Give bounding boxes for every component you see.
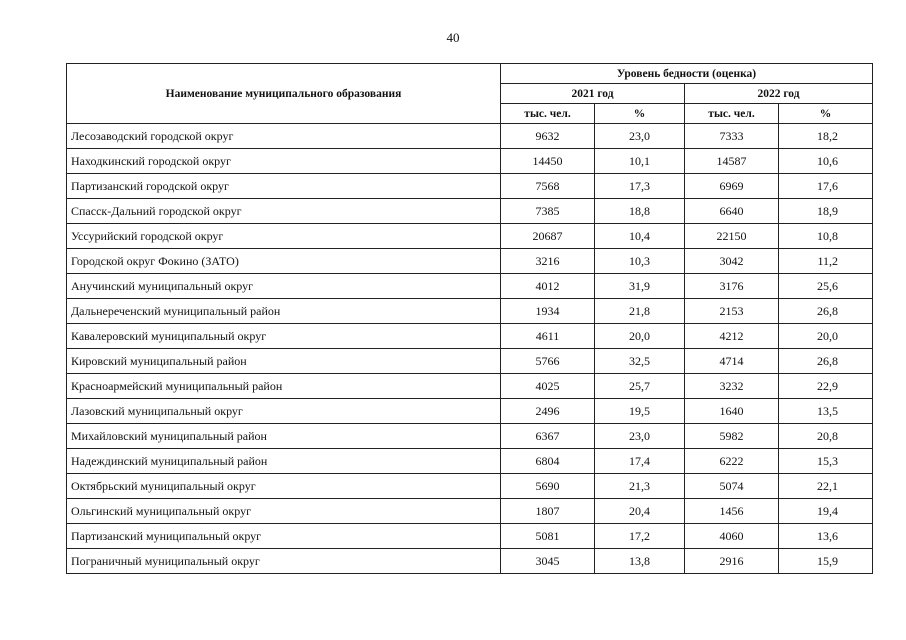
table-row (67, 149, 873, 174)
cell-2021-people: 5690 (501, 474, 595, 499)
cell-municipality-name: Пограничный муниципальный округ (67, 549, 501, 574)
cell-2021-percent: 23,0 (595, 124, 685, 149)
cell-2022-percent: 22,1 (779, 474, 873, 499)
table-row (67, 399, 873, 424)
cell-2021-people: 1807 (501, 499, 595, 524)
page-number: 40 (446, 30, 460, 45)
cell-2021-people: 5766 (501, 349, 595, 374)
cell-2022-percent: 10,6 (779, 149, 873, 174)
cell-municipality-name: Лесозаводский городской округ (67, 124, 501, 149)
cell-2022-percent: 26,8 (779, 349, 873, 374)
header-year-2022: 2022 год (685, 84, 873, 104)
cell-2021-people: 7385 (501, 199, 595, 224)
cell-2022-percent: 17,6 (779, 174, 873, 199)
cell-municipality-name: Партизанский муниципальный округ (67, 524, 501, 549)
cell-municipality-name: Уссурийский городской округ (67, 224, 501, 249)
table-row (67, 549, 873, 574)
cell-2022-people: 1456 (685, 499, 779, 524)
cell-2021-people: 6367 (501, 424, 595, 449)
cell-2021-percent: 21,3 (595, 474, 685, 499)
cell-municipality-name: Ольгинский муниципальный округ (67, 499, 501, 524)
cell-2022-percent: 25,6 (779, 274, 873, 299)
cell-municipality-name: Дальнереченский муниципальный район (67, 299, 501, 324)
cell-2022-people: 6969 (685, 174, 779, 199)
cell-2021-people: 20687 (501, 224, 595, 249)
cell-2022-people: 2153 (685, 299, 779, 324)
cell-2022-people: 7333 (685, 124, 779, 149)
cell-municipality-name: Михайловский муниципальный район (67, 424, 501, 449)
cell-2022-people: 4060 (685, 524, 779, 549)
cell-2022-people: 3232 (685, 374, 779, 399)
cell-2022-percent: 18,2 (779, 124, 873, 149)
table-row (67, 174, 873, 199)
poverty-table (66, 63, 873, 574)
table-row (67, 274, 873, 299)
cell-2022-percent: 13,5 (779, 399, 873, 424)
header-municipality-name: Наименование муниципального образования (67, 64, 501, 124)
cell-2021-people: 9632 (501, 124, 595, 149)
cell-2022-percent: 20,8 (779, 424, 873, 449)
cell-2022-people: 4212 (685, 324, 779, 349)
cell-2021-percent: 18,8 (595, 199, 685, 224)
cell-2021-percent: 10,3 (595, 249, 685, 274)
cell-municipality-name: Лазовский муниципальный округ (67, 399, 501, 424)
cell-2022-people: 6640 (685, 199, 779, 224)
cell-2022-people: 4714 (685, 349, 779, 374)
table-row (67, 449, 873, 474)
cell-municipality-name: Кировский муниципальный район (67, 349, 501, 374)
table-row (67, 124, 873, 149)
cell-2021-percent: 10,4 (595, 224, 685, 249)
cell-municipality-name: Анучинский муниципальный округ (67, 274, 501, 299)
cell-2021-people: 3045 (501, 549, 595, 574)
header-unit-percent-2021: % (595, 104, 685, 124)
table-row (67, 199, 873, 224)
cell-municipality-name: Кавалеровский муниципальный округ (67, 324, 501, 349)
header-poverty-level: Уровень бедности (оценка) (501, 64, 873, 84)
cell-2022-percent: 19,4 (779, 499, 873, 524)
cell-2021-percent: 21,8 (595, 299, 685, 324)
cell-2021-people: 6804 (501, 449, 595, 474)
cell-2022-percent: 11,2 (779, 249, 873, 274)
cell-2022-people: 3176 (685, 274, 779, 299)
header-unit-percent-2022: % (779, 104, 873, 124)
cell-2022-percent: 10,8 (779, 224, 873, 249)
cell-municipality-name: Спасск-Дальний городской округ (67, 199, 501, 224)
cell-2021-percent: 17,2 (595, 524, 685, 549)
cell-2022-percent: 13,6 (779, 524, 873, 549)
table-header (67, 64, 873, 124)
header-year-2021: 2021 год (501, 84, 685, 104)
cell-2021-people: 4611 (501, 324, 595, 349)
cell-2021-percent: 25,7 (595, 374, 685, 399)
cell-2021-people: 3216 (501, 249, 595, 274)
cell-2022-percent: 22,9 (779, 374, 873, 399)
cell-2021-percent: 20,4 (595, 499, 685, 524)
cell-municipality-name: Городской округ Фокино (ЗАТО) (67, 249, 501, 274)
cell-2021-percent: 10,1 (595, 149, 685, 174)
cell-2021-people: 4025 (501, 374, 595, 399)
cell-2021-percent: 17,4 (595, 449, 685, 474)
cell-2022-percent: 26,8 (779, 299, 873, 324)
cell-2022-percent: 15,9 (779, 549, 873, 574)
cell-2021-percent: 19,5 (595, 399, 685, 424)
cell-2022-people: 5982 (685, 424, 779, 449)
cell-municipality-name: Октябрьский муниципальный округ (67, 474, 501, 499)
table-row (67, 424, 873, 449)
table-row (67, 324, 873, 349)
cell-municipality-name: Надеждинский муниципальный район (67, 449, 501, 474)
cell-2022-people: 22150 (685, 224, 779, 249)
cell-2022-people: 14587 (685, 149, 779, 174)
cell-2022-percent: 15,3 (779, 449, 873, 474)
cell-2022-people: 5074 (685, 474, 779, 499)
cell-2021-percent: 17,3 (595, 174, 685, 199)
cell-2021-percent: 31,9 (595, 274, 685, 299)
cell-2022-people: 1640 (685, 399, 779, 424)
header-unit-people-2022: тыс. чел. (685, 104, 779, 124)
table-row (67, 499, 873, 524)
cell-2022-percent: 20,0 (779, 324, 873, 349)
cell-2021-people: 5081 (501, 524, 595, 549)
cell-2022-people: 2916 (685, 549, 779, 574)
cell-2021-people: 1934 (501, 299, 595, 324)
table-row (67, 249, 873, 274)
table-body (67, 124, 873, 574)
cell-2022-people: 3042 (685, 249, 779, 274)
cell-2021-people: 2496 (501, 399, 595, 424)
table-row (67, 474, 873, 499)
cell-2021-people: 7568 (501, 174, 595, 199)
table-row (67, 374, 873, 399)
table-row (67, 349, 873, 374)
cell-2022-people: 6222 (685, 449, 779, 474)
cell-2022-percent: 18,9 (779, 199, 873, 224)
cell-municipality-name: Красноармейский муниципальный район (67, 374, 501, 399)
cell-2021-people: 4012 (501, 274, 595, 299)
table-row (67, 524, 873, 549)
table-row (67, 224, 873, 249)
cell-2021-people: 14450 (501, 149, 595, 174)
cell-2021-percent: 20,0 (595, 324, 685, 349)
cell-municipality-name: Партизанский городской округ (67, 174, 501, 199)
table-row (67, 299, 873, 324)
header-unit-people-2021: тыс. чел. (501, 104, 595, 124)
cell-2021-percent: 13,8 (595, 549, 685, 574)
cell-municipality-name: Находкинский городской округ (67, 149, 501, 174)
cell-2021-percent: 23,0 (595, 424, 685, 449)
cell-2021-percent: 32,5 (595, 349, 685, 374)
